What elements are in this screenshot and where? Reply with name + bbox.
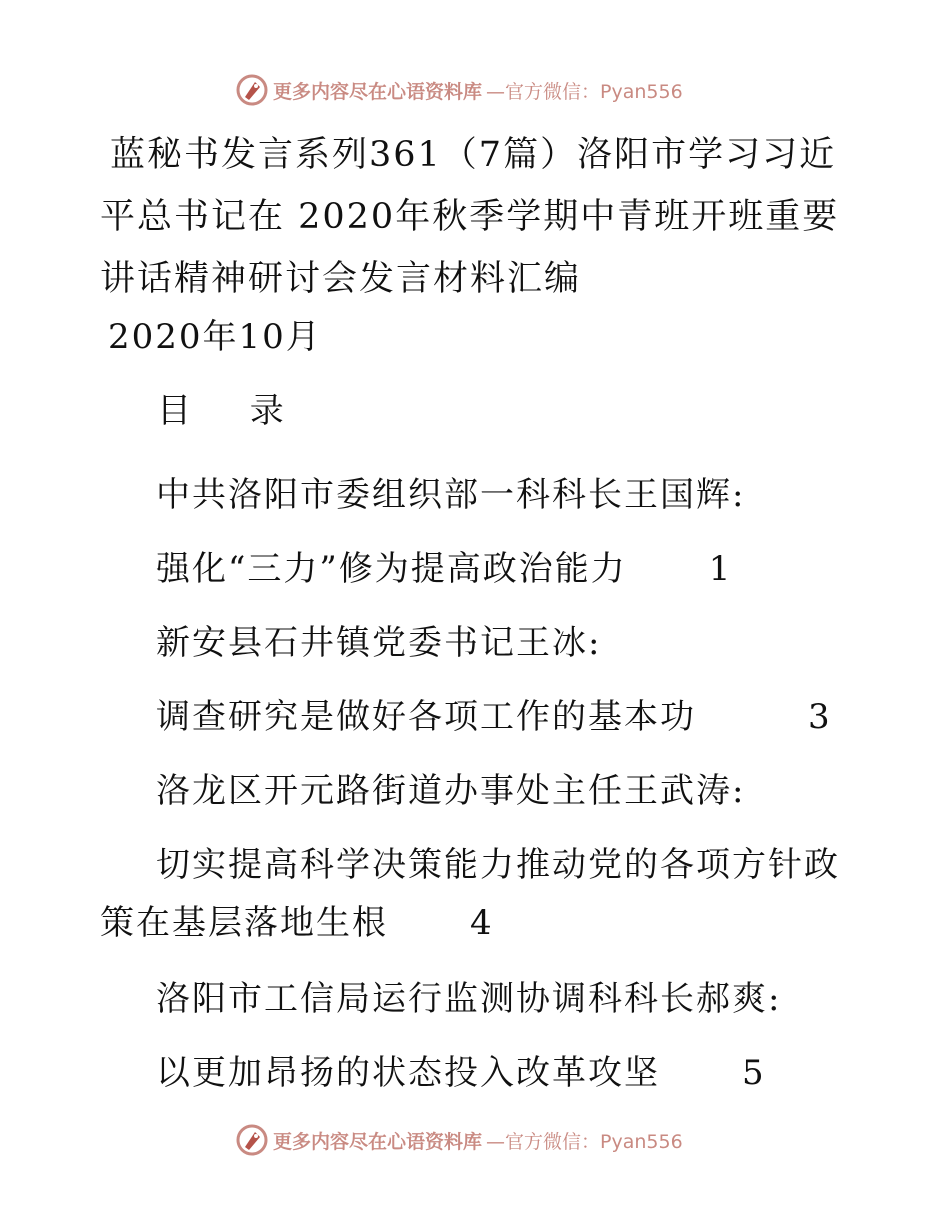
toc-entry — [100, 1036, 845, 1110]
pen-nib-logo-icon — [235, 1123, 269, 1157]
watermark-slogan: 更多内容尽在心语资料库 — [273, 80, 483, 103]
document-title: 蓝秘书发言系列361（7篇）洛阳市学习习近平总书记在 2020年秋季学期中青班开班重要讲话精神研讨会发言材料汇编 — [100, 135, 840, 299]
watermark-contact: —官方微信：Pyan556 — [486, 1130, 683, 1153]
toc-author: 中共洛阳市委组织部一科科长王国辉: — [156, 475, 746, 515]
toc-entry — [100, 532, 845, 606]
footer-watermark — [235, 1122, 683, 1158]
document-date: 2020年10月 — [108, 317, 322, 357]
toc-page-number: 5 — [742, 1053, 766, 1093]
toc-author: 洛阳市工信局运行监测协调科科长郝爽: — [156, 979, 782, 1019]
toc-page-number: 3 — [808, 697, 832, 737]
toc-author: 洛龙区开元路街道办事处主任王武涛: — [156, 771, 746, 811]
toc-page-number: 4 — [470, 903, 494, 943]
table-of-contents — [100, 458, 845, 1110]
toc-entry — [100, 680, 845, 754]
pen-nib-logo-icon — [235, 73, 269, 107]
watermark-slogan: 更多内容尽在心语资料库 — [273, 1130, 483, 1153]
toc-topic: 切实提高科学决策能力推动党的各项方针政策在基层落地生根 — [100, 845, 840, 943]
toc-heading: 目 录 — [157, 391, 308, 431]
toc-topic: 以更加昂扬的状态投入改革攻坚 — [156, 1053, 660, 1093]
watermark-contact: —官方微信：Pyan556 — [486, 80, 683, 103]
header-watermark — [235, 72, 683, 108]
toc-author: 新安县石井镇党委书记王冰: — [156, 623, 602, 663]
toc-page-number: 1 — [708, 549, 733, 589]
toc-topic: 强化“三力”修为提高政治能力 — [156, 549, 627, 589]
toc-entry — [100, 836, 845, 952]
toc-topic: 调查研究是做好各项工作的基本功 — [156, 697, 696, 737]
